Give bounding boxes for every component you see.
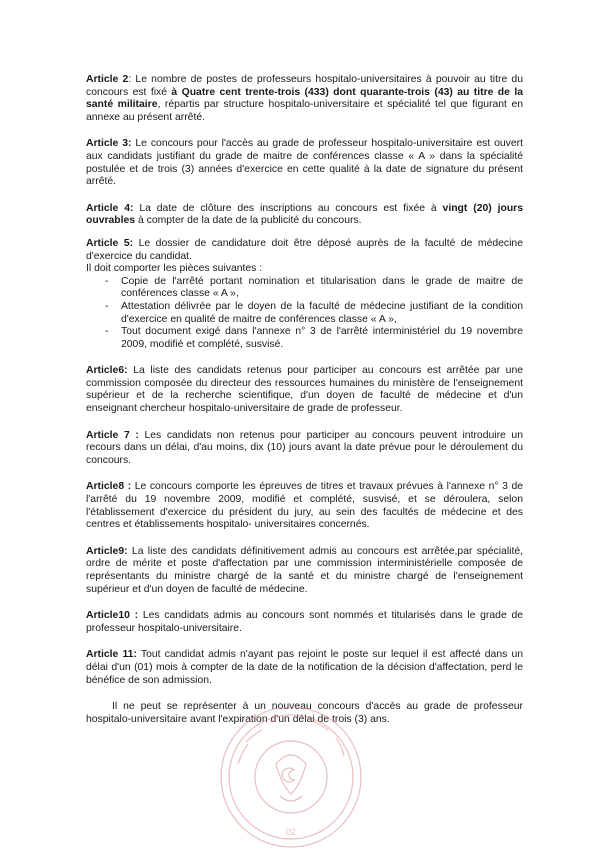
list-item: - Attestation délivrée par le doyen de la faculté de médecine justifiant de la condition d'exercice en qualité de maitre de conférences classe « A »,: [86, 301, 523, 326]
article-3-heading: Article 3:: [86, 138, 132, 150]
article-4-heading: Article 4:: [86, 202, 134, 214]
article-3: Article 3: Le concours pour l'accès au grade de professeur hospitalo-universitaire est ouvert aux candidats justifiant du grade de maitre de conférences classe « A » dans la spécialité postulée et de trois (3) années d'exercice en cette qualité à la date de signature du présent arrêté.: [86, 138, 523, 188]
article-11-paragraph-2: Il ne peut se représenter à un nouveau concours d'accès au grade de professeur hospitalo-universitaire avant l'expiration d'un délai de trois (3) ans.: [86, 701, 523, 725]
article-11-heading: Article 11:: [86, 649, 137, 661]
article-10-heading: Article10 :: [86, 610, 139, 622]
article-2: Article 2: Le nombre de postes de professeurs hospitalo-universitaires à pouvoir au titre du concours est fixé à Quatre cent trente-trois (433) dont quarante-trois (43) au titre de la santé militaire, répartis par structure hospitalo-universitaire et spécialité tel que figurant en annexe au présent arrêté.: [86, 74, 524, 123]
article-8: Article8 : Le concours comporte les épreuves de titres et travaux prévues à l'annexe n° 3 de l'arrêté du 19 novembre 2009, modifié et complété, susvisé, et se déroulera, selon l'établissement d'exercice du président du jury, au sein des facultés de médecine et des centres et établissements hospitalo- universitaires concernés.: [86, 481, 523, 531]
list-item: - Tout document exigé dans l'annexe n° 3 de l'arrêté interministériel du 19 novembre 2009, modifié et complété, susvisé.: [86, 326, 523, 351]
article-5-heading: Article 5:: [86, 237, 134, 249]
article-9: Article9: La liste des candidats définitivement admis au concours est arrêtée,par spécialité, ordre de mérite et poste d'affectation par une commission interministérielle composée de représentants du ministre chargé de la santé et du ministre chargé de l'enseignement supérieur et d'un doyen de faculté de médecine.: [86, 545, 523, 595]
document-body: [86, 74, 523, 736]
post-count: à Quatre cent trente-trois (433) dont quarante-trois (43) au titre de la santé militaire: [86, 86, 524, 111]
article-6-heading: Article6:: [86, 365, 128, 377]
official-stamp: [218, 704, 364, 850]
list-item: - Copie de l'arrêté portant nomination et titularisation dans le grade de maitre de conférences classe « A »,: [86, 276, 523, 301]
article-9-heading: Article9:: [86, 545, 128, 557]
deadline: vingt (20) jours ouvrables: [86, 202, 524, 227]
article-6: Article6: La liste des candidats retenus pour participer au concours est arrêtée par une commission composée du directeur des ressources humaines du ministère de l'enseignement supérieur et de la recherche scientifique, d'un doyen de faculté de médecine et d'un enseignant chercheur hospitalo-universitaire de grade de professeur.: [86, 365, 523, 415]
article-7-heading: Article 7 :: [86, 429, 139, 441]
article-11: Article 11: Tout candidat admis n'ayant pas rejoint le poste sur lequel il est affecté dans un délai d'un (01) mois à compter de la date de la notification de la décision d'affectation, perd le bénéfice de son admission.: [86, 649, 524, 686]
article-10: Article10 : Les candidats admis au concours sont nommés et titularisés dans le grade de professeur hospitalo-universitaire.: [86, 610, 524, 634]
documents-intro: Il doit comporter les pièces suivantes :: [86, 263, 263, 275]
article-5: Article 5: Le dossier de candidature doit être déposé auprès de la faculté de médecine d'exercice du candidat. Il doit comporter les pièces suivantes : - Copie de l'arrêté portant nomination et titularisation dans le grade de maitre de conférences classe « A », - Attestation délivrée par le doyen de la faculté de médecine justifiant de la condition d'exercice en qualité de maitre de conférences classe « A », - Tout document exigé dans l'annexe n° 3 de l'arrêté interministériel du 19 novembre 2009, modifié et complété, susvisé.: [86, 238, 523, 351]
article-4: Article 4: La date de clôture des inscriptions au concours est fixée à vingt (20) jours ouvrables à compter de la date de la publicité du concours.: [86, 202, 524, 227]
documents-list: [86, 276, 523, 352]
article-2-heading: Article 2: [86, 74, 129, 85]
stamp-number: 02: [285, 827, 297, 837]
article-8-heading: Article8 :: [86, 481, 132, 493]
article-7: Article 7 : Les candidats non retenus pour participer au concours peuvent introduire un recours dans un délai, d'au moins, dix (10) jours avant la date prévue pour le déroulement du concours.: [86, 429, 523, 466]
